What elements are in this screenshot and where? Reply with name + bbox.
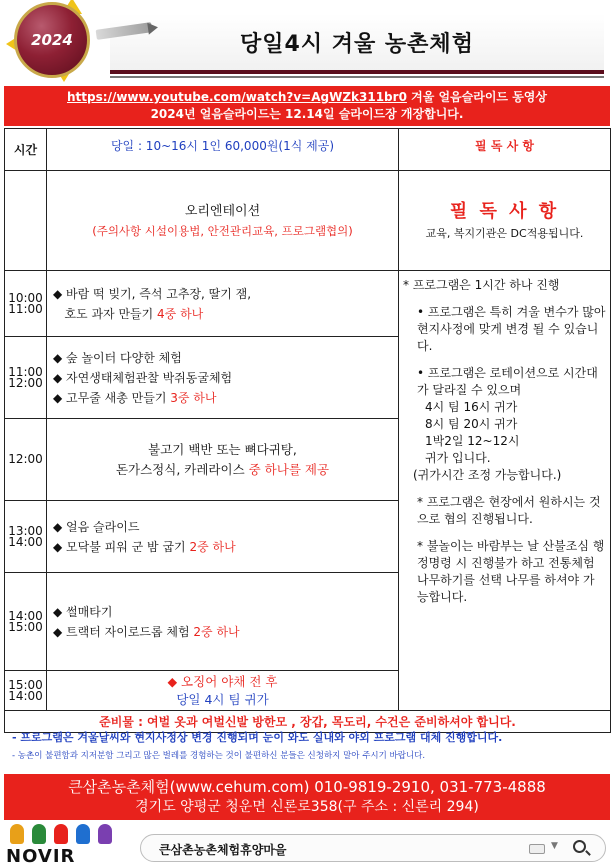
kid-figure-icon xyxy=(76,824,90,844)
row-activities xyxy=(47,501,399,573)
time-text: 12:00 xyxy=(8,452,43,466)
discount-note: 교육, 복지기관은 DC적용됩니다. xyxy=(425,226,584,240)
time-text: 10:00 11:00 xyxy=(8,290,43,316)
activity-line: 불고기 백반 또는 뼈다귀탕, xyxy=(148,441,297,457)
row-closing xyxy=(47,671,399,711)
note-item: 8시 팀 20시 귀가 xyxy=(425,417,518,431)
row-time xyxy=(5,671,47,711)
activity-text: 돈가스정식, 카레라이스 xyxy=(115,461,249,477)
time-text: 14:00 15:00 xyxy=(8,608,43,634)
activity-line: ◆ 자연생태체험관찰 박쥐동굴체험 xyxy=(53,370,233,385)
video-banner xyxy=(4,86,610,126)
activity-line: ◆ 바람 떡 빚기, 즉석 고추장, 딸기 잼, xyxy=(53,286,252,301)
orientation-sub: (주의사항 시설이용법, 안전관리교육, 프로그램협의) xyxy=(92,223,353,238)
novir-logo xyxy=(2,822,132,866)
title-underline-thin xyxy=(110,76,604,78)
bottom-notes xyxy=(4,728,610,772)
row-time xyxy=(5,573,47,671)
page-title: 당일4시 겨울 농촌체험 xyxy=(240,31,474,57)
note-item: * 불놀이는 바람부는 날 산불조심 행정명령 시 진행불가 하고 전통체험나무하기를 선택 나무를 하셔야 가능합니다. xyxy=(417,539,605,604)
activity-text: 호도 과자 만들기 xyxy=(53,306,158,321)
table-header-row xyxy=(5,129,611,171)
activity-choice: 2중 하나 xyxy=(193,624,240,639)
caret-down-icon[interactable]: ▼ xyxy=(551,841,558,851)
search-query: 큰삼촌농촌체험휴양마을 xyxy=(159,843,287,857)
time-text: 15:00 14:00 xyxy=(8,677,43,703)
search-bar[interactable] xyxy=(140,834,606,862)
keyboard-icon[interactable] xyxy=(529,844,545,854)
contact-line: 큰삼촌농촌체험(www.cehum.com) 010-9819-2910, 031-773-4888 xyxy=(68,778,546,796)
must-read-cell xyxy=(399,171,611,271)
row-lunch xyxy=(47,419,399,501)
activity-line: ◆ 얼음 슬라이드 xyxy=(53,519,140,534)
logo-text: NOVIR xyxy=(6,846,76,867)
must-read-title: 필 독 사 항 xyxy=(449,200,560,222)
kid-figure-icon xyxy=(98,824,112,844)
prep-cell: 준비물 : 여벌 옷과 여벌신발 방한모 , 장갑, 목도리, 수건은 준비하셔야 합니다. xyxy=(5,711,611,733)
table-row xyxy=(5,271,611,337)
activity-choice: 2중 하나 xyxy=(189,539,236,554)
title-box xyxy=(110,14,604,70)
kid-figure-icon xyxy=(32,824,46,844)
schedule-table xyxy=(4,128,611,733)
bottom-note-line: - 프로그램은 겨울날씨와 현지사정상 변경 진행되며 눈이 와도 실내와 야외 프로그램 대체 진행합니다. xyxy=(12,731,503,744)
activity-choice: 중 하나를 제공 xyxy=(248,461,330,477)
notes-cell xyxy=(399,271,611,711)
row-activities xyxy=(47,337,399,419)
header-time: 시간 xyxy=(5,129,47,171)
activity-text: ◆ 모닥불 피워 군 밤 굽기 xyxy=(53,539,190,554)
note-item: * 프로그램은 1시간 하나 진행 xyxy=(403,278,560,292)
kid-figure-icon xyxy=(54,824,68,844)
header-info: 당일 : 10~16시 1인 60,000원(1식 제공) xyxy=(47,129,399,171)
activity-line xyxy=(53,388,398,408)
row-activities xyxy=(47,271,399,337)
note-item: 1박2일 12~12시 xyxy=(425,434,520,448)
search-icon[interactable] xyxy=(573,840,586,853)
note-item: 4시 팀 16시 귀가 xyxy=(425,400,518,414)
address-line: 경기도 양평군 청운면 신론로358(구 주소 : 신론리 294) xyxy=(135,799,479,815)
pen-tip-icon xyxy=(147,21,159,34)
row-time xyxy=(5,337,47,419)
row-time xyxy=(5,271,47,337)
bottom-note-line: - 농촌이 불편함과 지저분함 그리고 많은 벌레를 경험하는 것이 불편하신 분들은 신청하지 말아 주시기 바랍니다. xyxy=(12,751,426,761)
row-activities xyxy=(47,573,399,671)
note-item: (귀가시간 조정 가능합니다.) xyxy=(413,468,562,482)
row-time xyxy=(5,419,47,501)
note-item: • 프로그램은 특히 겨울 변수가 많아 현지사정에 맞게 변경 될 수 있습니다. xyxy=(417,305,606,353)
activity-line: ◆ 숲 놀이터 다양한 체험 xyxy=(53,350,182,365)
title-underline xyxy=(110,70,604,74)
return-time-line: 당일 4시 팀 귀가 xyxy=(176,691,269,707)
page-header xyxy=(0,0,614,84)
activity-text: ◆ 트랙터 자이로드롭 체험 xyxy=(53,624,194,639)
activity-line: ◆ 썰매타기 xyxy=(53,604,113,619)
header-must-read: 필 독 사 항 xyxy=(399,129,611,171)
youtube-link[interactable]: https://www.youtube.com/watch?v=AgWZk311br0 xyxy=(67,90,407,104)
row-time xyxy=(5,501,47,573)
activity-line xyxy=(53,622,398,642)
activity-line xyxy=(47,460,398,480)
note-item: * 프로그램은 현장에서 원하시는 것으로 협의 진행됩니다. xyxy=(417,495,601,526)
activity-line xyxy=(53,537,398,557)
banner-url-suffix: 겨울 얼음슬라이드 동영상 xyxy=(406,90,547,104)
orientation-cell xyxy=(47,171,399,271)
activity-line: ◆ 오징어 야채 전 후 xyxy=(167,673,278,689)
time-text: 11:00 12:00 xyxy=(8,364,43,390)
banner-notice: 2024년 얼음슬라이드는 12.14일 슬라이드장 개장합니다. xyxy=(150,107,464,121)
activity-choice: 4중 하나 xyxy=(157,306,204,321)
note-item: • 프로그램은 로테이션으로 시간대가 달라질 수 있으며 xyxy=(417,366,598,397)
orientation-time xyxy=(5,171,47,271)
contact-footer xyxy=(4,774,610,820)
year-badge xyxy=(14,2,90,78)
activity-line xyxy=(53,304,398,324)
activity-choice: 3중 하나 xyxy=(170,390,217,405)
note-item: 귀가 입니다. xyxy=(425,451,491,465)
bottom-bar xyxy=(0,822,614,868)
time-text: 13:00 14:00 xyxy=(8,523,43,549)
activity-text: ◆ 고무줄 새총 만들기 xyxy=(53,390,171,405)
orientation-title: 오리엔테이션 xyxy=(184,203,261,219)
kid-figure-icon xyxy=(10,824,24,844)
year-text: 2024 xyxy=(31,31,73,49)
banner-url-line xyxy=(4,89,610,106)
orientation-row xyxy=(5,171,611,271)
